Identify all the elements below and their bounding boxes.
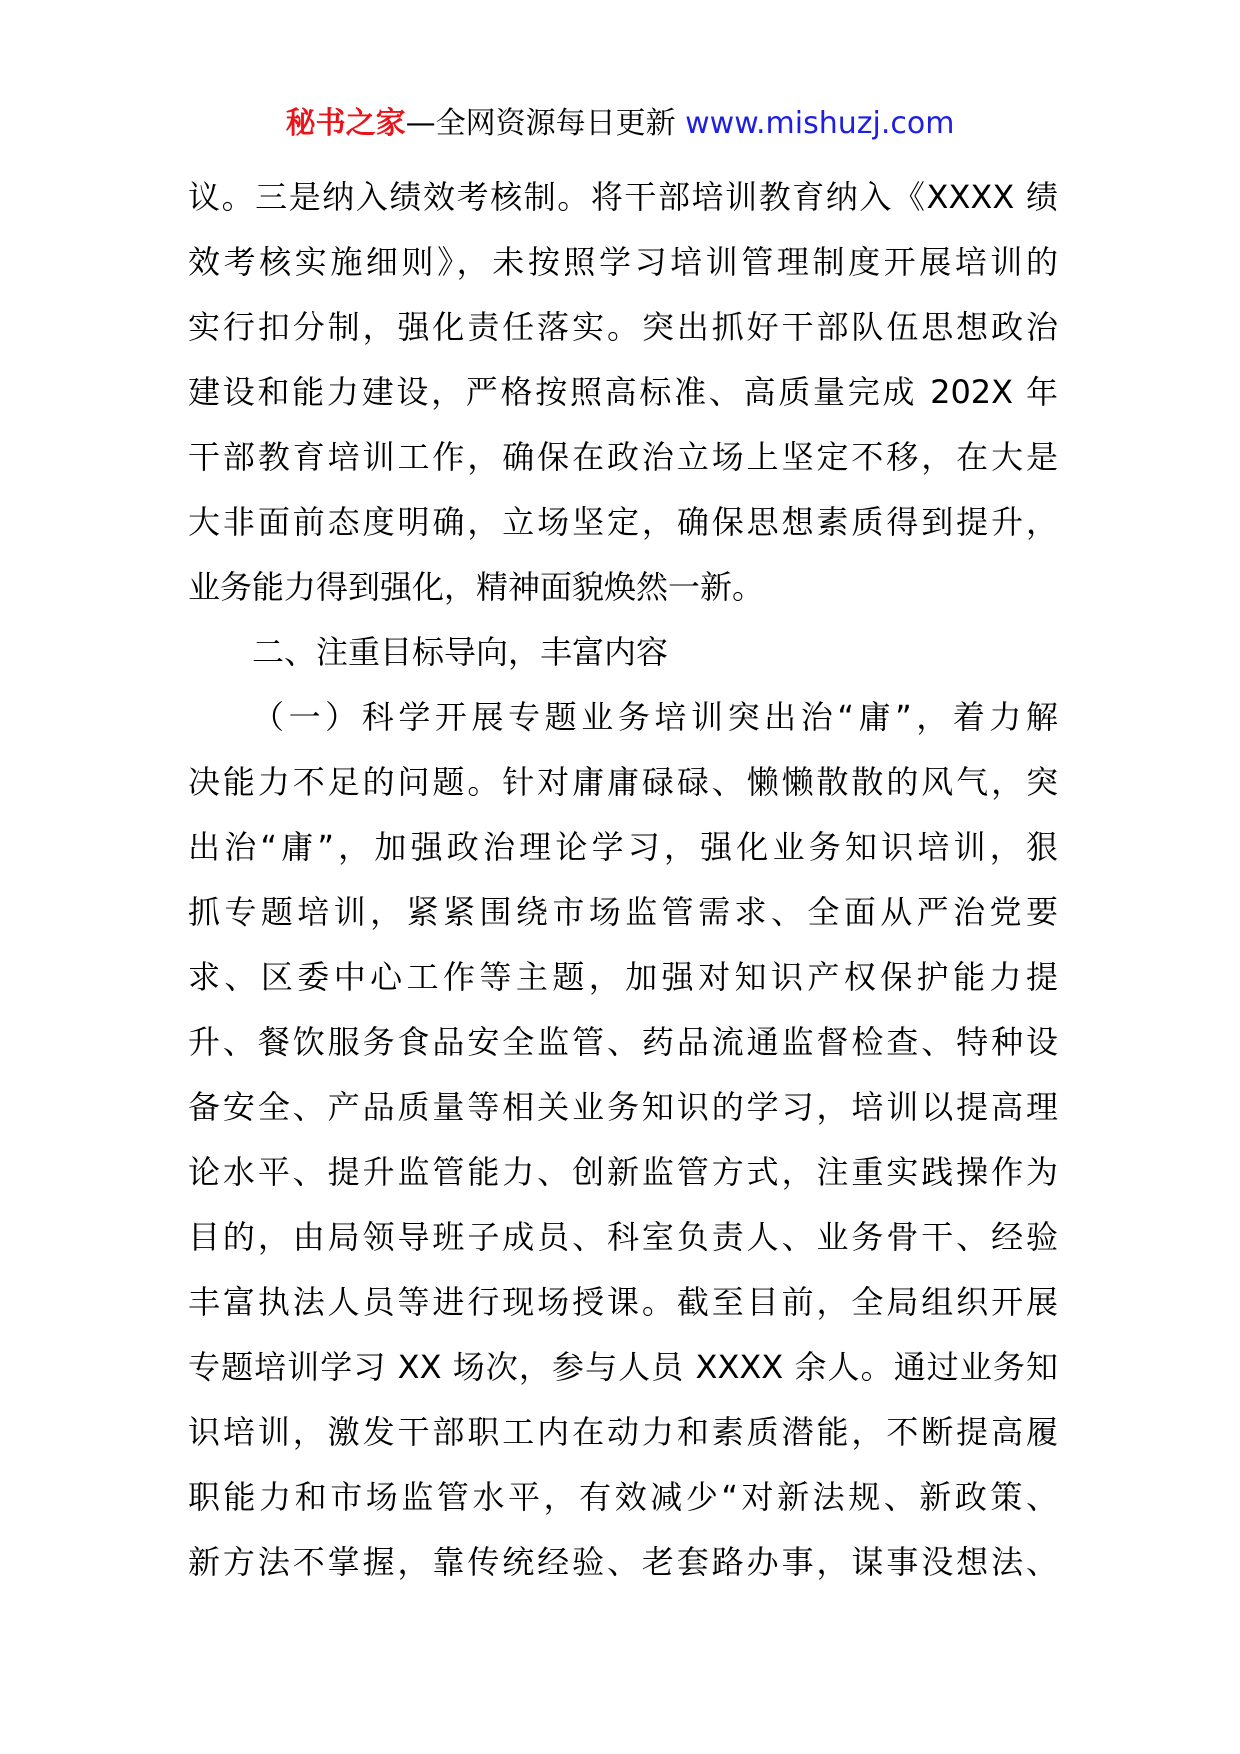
site-slogan: —全网资源每日更新 [405, 106, 686, 141]
paragraph-line: 出治“庸”，加强政治理论学习，强化业务知识培训，狠 [188, 828, 1058, 866]
paragraph-line: 干部教育培训工作，确保在政治立场上坚定不移，在大是 [188, 438, 1058, 476]
paragraph-line: 丰富执法人员等进行现场授课。截至目前，全局组织开展 [188, 1283, 1058, 1321]
paragraph-line: 决能力不足的问题。针对庸庸碌碌、懒懒散散的风气，突 [188, 763, 1058, 801]
site-header [0, 102, 1240, 146]
paragraph-line: 目的，由局领导班子成员、科室负责人、业务骨干、经验 [188, 1218, 1058, 1256]
paragraph-line: 备安全、产品质量等相关业务知识的学习，培训以提高理 [188, 1088, 1058, 1126]
paragraph-line: 新方法不掌握，靠传统经验、老套路办事，谋事没想法、 [188, 1543, 1058, 1581]
paragraph-line: 抓专题培训，紧紧围绕市场监管需求、全面从严治党要 [188, 893, 1058, 931]
document-body [188, 165, 1058, 1595]
paragraph-line: 建设和能力建设，严格按照高标准、高质量完成 202X 年 [188, 373, 1058, 411]
paragraph-line: 效考核实施细则》，未按照学习培训管理制度开展培训的 [188, 243, 1058, 281]
paragraph-line: 议。三是纳入绩效考核制。将干部培训教育纳入《XXXX 绩 [188, 178, 1058, 216]
paragraph-line: 论水平、提升监管能力、创新监管方式，注重实践操作为 [188, 1153, 1058, 1191]
paragraph-line: 大非面前态度明确，立场坚定，确保思想素质得到提升， [188, 503, 1058, 541]
paragraph-line: 求、区委中心工作等主题，加强对知识产权保护能力提 [188, 958, 1058, 996]
paragraph-line: 专题培训学习 XX 场次，参与人员 XXXX 余人。通过业务知 [188, 1348, 1058, 1386]
paragraph-line: 识培训，激发干部职工内在动力和素质潜能，不断提高履 [188, 1413, 1058, 1451]
paragraph-line: 职能力和市场监管水平，有效减少“对新法规、新政策、 [188, 1478, 1058, 1516]
paragraph-line: 业务能力得到强化，精神面貌焕然一新。 [188, 568, 765, 606]
site-url-link[interactable]: www.mishuzj.com [685, 106, 955, 141]
section-heading: 二、注重目标导向，丰富内容 [252, 633, 669, 671]
subsection-heading-line: （一）科学开展专题业务培训突出治“庸”，着力解 [252, 698, 1058, 736]
site-brand: 秘书之家 [285, 106, 406, 141]
paragraph-line: 升、餐饮服务食品安全监管、药品流通监督检查、特种设 [188, 1023, 1058, 1061]
paragraph-line: 实行扣分制，强化责任落实。突出抓好干部队伍思想政治 [188, 308, 1058, 346]
